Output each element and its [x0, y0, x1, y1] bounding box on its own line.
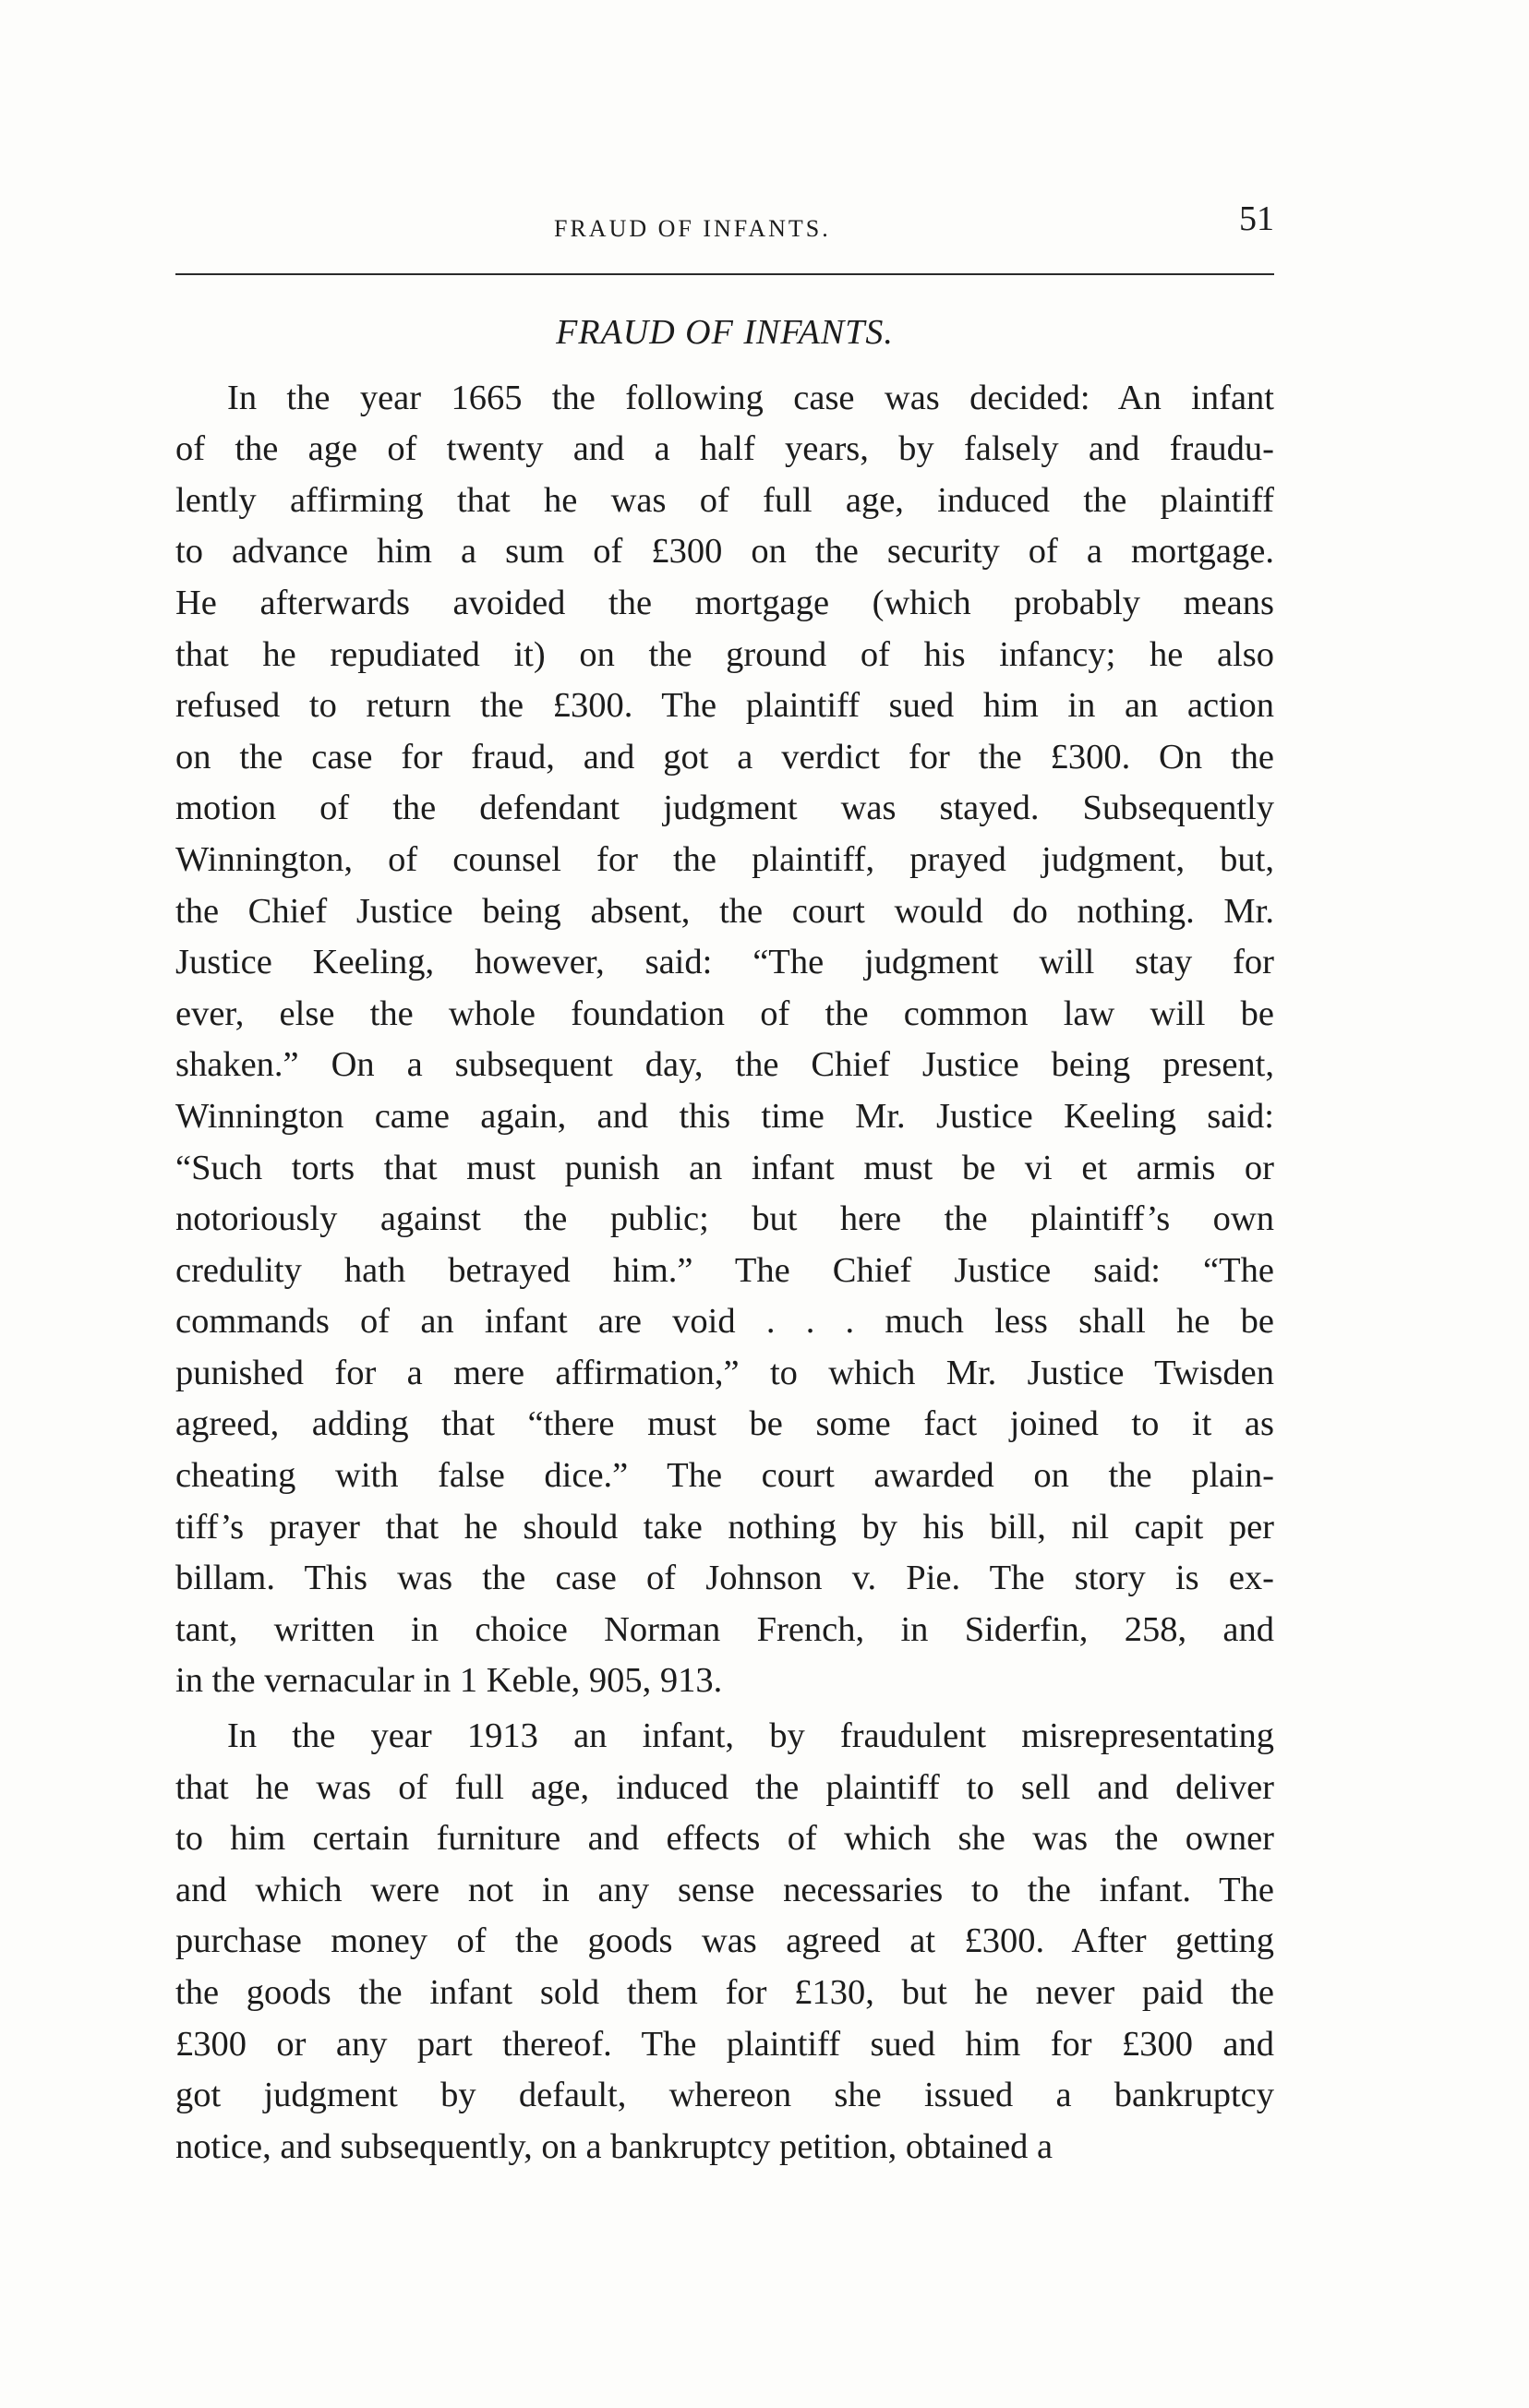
text-line: got judgment by default, whereon she issued a bankruptcy [175, 2076, 1274, 2115]
text-line: ever, else the whole foundation of the common law will be [175, 993, 1274, 1033]
text-line: In the year 1665 the following case was decided: An infant [227, 378, 1274, 417]
text-line: £300 or any part thereof. The plaintiff sued him for £300 and [175, 2024, 1274, 2064]
text-line: notoriously against the public; but here the plaintiff’s own [175, 1199, 1274, 1239]
text-line: the goods the infant sold them for £130, but he never paid the [175, 1973, 1274, 2012]
text-line: tant, written in choice Norman French, in Siderfin, 258, and [175, 1609, 1274, 1649]
text-line: punished for a mere affirmation,” to which Mr. Justice Twisden [175, 1353, 1274, 1392]
text-line: Winnington came again, and this time Mr. Justice Keeling said: [175, 1096, 1274, 1136]
text-line: the Chief Justice being absent, the court would do nothing. Mr. [175, 891, 1274, 931]
text-line: motion of the defendant judgment was stayed. Subsequently [175, 789, 1274, 828]
text-line: lently affirming that he was of full age, induced the plaintiff [175, 480, 1274, 520]
text-line: agreed, adding that “there must be some fact joined to it as [175, 1404, 1274, 1444]
text-line: notice, and subsequently, on a bankruptcy petition, obtained a [175, 2126, 1053, 2166]
text-line: to advance him a sum of £300 on the security of a mortgage. [175, 532, 1274, 572]
running-head [166, 199, 1274, 254]
text-line: credulity hath betrayed him.” The Chief Justice said: “The [175, 1250, 1274, 1290]
text-line: to him certain furniture and effects of which she was the owner [175, 1819, 1274, 1859]
text-line: that he was of full age, induced the plaintiff to sell and deliver [175, 1767, 1274, 1807]
text-line: shaken.” On a subsequent day, the Chief Justice being present, [175, 1045, 1274, 1085]
paragraph-1913-case [175, 1711, 1274, 2173]
text-line: commands of an infant are void . . . much less shall he be [175, 1302, 1274, 1342]
text-line: that he repudiated it) on the ground of his infancy; he also [175, 634, 1274, 674]
text-line: cheating with false dice.” The court awarded on the plain- [175, 1456, 1274, 1496]
text-line: Justice Keeling, however, said: “The judgment will stay for [175, 943, 1274, 982]
page-number: 51 [1239, 199, 1274, 238]
header-rule [175, 273, 1274, 275]
text-line: on the case for fraud, and got a verdict for the £300. On the [175, 737, 1274, 777]
text-line: “Such torts that must punish an infant must be vi et armis or [175, 1148, 1274, 1187]
section-heading: FRAUD OF INFANTS. [556, 313, 894, 352]
paragraph-johnson-v-pie [175, 373, 1274, 1707]
text-line: and which were not in any sense necessaries to the infant. The [175, 1870, 1274, 1909]
text-line: tiff’s prayer that he should take nothing by his bill, nil capit per [175, 1507, 1274, 1547]
body-text [175, 295, 1274, 2173]
text-line: billam. This was the case of Johnson v. Pie. The story is ex- [175, 1559, 1274, 1598]
text-line: He afterwards avoided the mortgage (which probably means [175, 583, 1274, 622]
text-line: in the vernacular in 1 Keble, 905, 913. [175, 1661, 723, 1701]
text-line: of the age of twenty and a half years, by falsely and fraudu- [175, 429, 1274, 469]
running-head-title: FRAUD OF INFANTS. [554, 215, 831, 242]
text-line: In the year 1913 an infant, by fraudulent misrepresentating [227, 1716, 1274, 1756]
text-line: refused to return the £300. The plaintiff sued him in an action [175, 686, 1274, 726]
text-line: purchase money of the goods was agreed at £300. After getting [175, 1921, 1274, 1961]
text-line: Winnington, of counsel for the plaintiff, prayed judgment, but, [175, 839, 1274, 879]
